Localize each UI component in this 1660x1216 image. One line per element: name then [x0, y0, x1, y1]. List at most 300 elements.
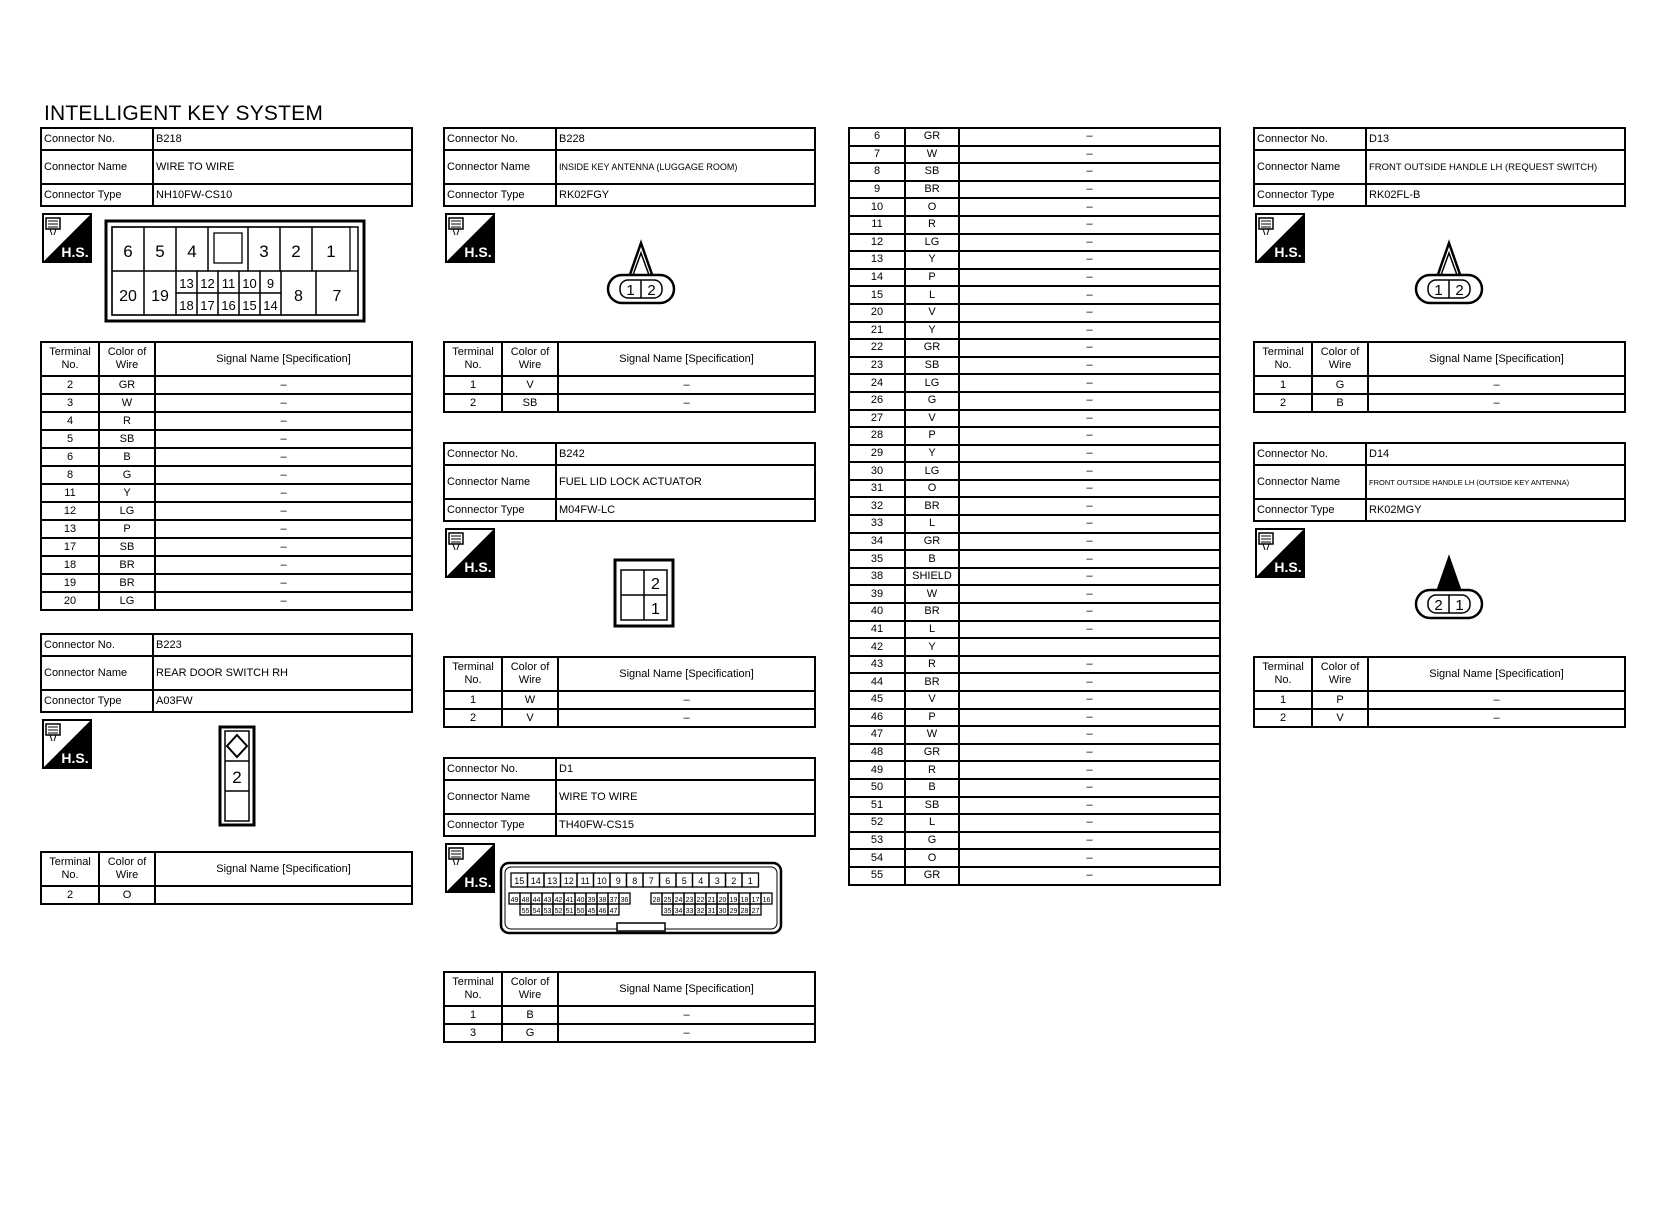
table-row [849, 603, 1220, 621]
d1-pin-label: 7 [648, 876, 654, 886]
table-row [444, 376, 815, 394]
signal-header: Signal Name [Specification] [558, 342, 815, 376]
d1-pin-label: 54 [532, 908, 541, 915]
signal-name-cell: – [558, 394, 815, 412]
table-row [849, 656, 1220, 674]
b242-terminal-table [443, 656, 816, 728]
table-row [849, 198, 1220, 216]
signal-name-cell: – [959, 673, 1220, 691]
terminal-no-cell: 1 [444, 1006, 502, 1024]
wire-color-cell: R [905, 216, 959, 234]
signal-name-cell: – [959, 832, 1220, 850]
connector-no-label: Connector No. [41, 634, 153, 656]
connector-type-label: Connector Type [444, 814, 556, 836]
signal-name-cell: – [959, 656, 1220, 674]
d1-pin-label: 44 [532, 897, 541, 904]
color-header: Color of Wire [99, 342, 155, 376]
signal-name-cell: – [959, 480, 1220, 498]
signal-header: Signal Name [Specification] [155, 342, 412, 376]
d1-pin-label: 2 [731, 876, 737, 886]
connector-b242 [443, 442, 816, 728]
d1-pin-label: 10 [596, 876, 607, 886]
d1-pin-label: 53 [543, 908, 552, 915]
connector-no-value: B223 [153, 634, 412, 656]
b218-pin-label: 7 [332, 288, 342, 305]
wire-color-cell: BR [99, 556, 155, 574]
d1-pin-label: 28 [652, 897, 661, 904]
table-row [849, 814, 1220, 832]
terminal-no-cell: 18 [41, 556, 99, 574]
wire-color-cell: P [905, 427, 959, 445]
color-header: Color of Wire [502, 972, 558, 1006]
d1-pin-label: 14 [530, 876, 541, 886]
table-row [41, 394, 412, 412]
wire-color-cell: BR [99, 574, 155, 592]
terminal-no-cell: 8 [849, 163, 905, 181]
signal-name-cell: – [1368, 691, 1625, 709]
d14-pin-1: 1 [1455, 597, 1464, 614]
table-row [41, 886, 412, 904]
wire-color-cell: O [905, 198, 959, 216]
b218-pin-label: 16 [221, 298, 236, 313]
table-row [849, 163, 1220, 181]
wire-color-cell: L [905, 515, 959, 533]
table-row [849, 304, 1220, 322]
b223-terminal-table [40, 851, 413, 905]
b218-pin-label: 12 [200, 276, 215, 291]
b218-pin-label: 20 [119, 288, 137, 305]
signal-name-cell: – [959, 603, 1220, 621]
b218-pin-label: 5 [155, 242, 165, 261]
signal-name-cell [155, 886, 412, 904]
terminal-no-header: Terminal No. [444, 972, 502, 1006]
connector-type-value: M04FW-LC [556, 499, 815, 521]
signal-name-cell: – [558, 691, 815, 709]
b218-pin-label: 13 [179, 276, 194, 291]
d1-pin-label: 55 [521, 908, 530, 915]
wire-color-cell: P [905, 709, 959, 727]
signal-name-cell: – [155, 574, 412, 592]
table-row [849, 339, 1220, 357]
signal-name-cell: – [155, 484, 412, 502]
d1-pin-label: 11 [580, 876, 590, 886]
signal-name-cell: – [959, 216, 1220, 234]
b218-pin-label: 4 [187, 242, 197, 261]
terminal-no-cell: 2 [1254, 394, 1312, 412]
table-row [41, 448, 412, 466]
signal-name-cell: – [959, 304, 1220, 322]
wire-color-cell: W [905, 585, 959, 603]
signal-name-cell: – [1368, 376, 1625, 394]
connector-no-label: Connector No. [41, 128, 153, 150]
harness-side-icon [445, 528, 495, 578]
signal-name-cell: – [959, 374, 1220, 392]
terminal-no-cell: 31 [849, 480, 905, 498]
wire-color-cell: LG [905, 374, 959, 392]
d1-pin-label: 22 [696, 897, 705, 904]
wire-color-cell: BR [905, 181, 959, 199]
terminal-no-header: Terminal No. [1254, 342, 1312, 376]
signal-name-cell: – [959, 251, 1220, 269]
wire-color-cell: SB [905, 163, 959, 181]
terminal-no-cell: 43 [849, 656, 905, 674]
connector-no-label: Connector No. [444, 443, 556, 465]
d1-pin-label: 16 [762, 897, 771, 904]
d1-pin-label: 30 [718, 908, 727, 915]
terminal-no-cell: 2 [444, 394, 502, 412]
b218-connector-diagram [104, 219, 366, 323]
wire-color-cell: B [502, 1006, 558, 1024]
signal-name-cell: – [959, 585, 1220, 603]
table-row [41, 412, 412, 430]
terminal-no-cell: 5 [41, 430, 99, 448]
table-row [849, 410, 1220, 428]
d1-pin-label: 52 [554, 908, 563, 915]
table-row [849, 832, 1220, 850]
connector-d13 [1253, 127, 1626, 413]
harness-side-icon [42, 719, 92, 769]
table-row [849, 480, 1220, 498]
wire-color-cell: V [1312, 709, 1368, 727]
wire-color-cell: BR [905, 673, 959, 691]
b218-pin-label: 8 [294, 288, 303, 305]
connector-no-value: B228 [556, 128, 815, 150]
signal-name-cell: – [1368, 394, 1625, 412]
table-row [849, 550, 1220, 568]
wire-color-cell: G [1312, 376, 1368, 394]
signal-name-cell: – [959, 286, 1220, 304]
terminal-no-cell: 26 [849, 392, 905, 410]
signal-name-cell: – [959, 462, 1220, 480]
connector-type-label: Connector Type [41, 184, 153, 206]
table-row [849, 568, 1220, 586]
b218-pin-label: 17 [200, 298, 215, 313]
table-row [849, 691, 1220, 709]
b218-pin-label: 18 [179, 298, 194, 313]
wire-color-cell: GR [99, 376, 155, 394]
b242-pin-1: 1 [651, 601, 660, 618]
terminal-no-cell: 51 [849, 797, 905, 815]
signal-name-cell: – [959, 269, 1220, 287]
connector-b218 [40, 127, 413, 611]
terminal-no-cell: 47 [849, 726, 905, 744]
terminal-no-cell: 11 [41, 484, 99, 502]
signal-name-cell: – [155, 538, 412, 556]
connector-name-label: Connector Name [41, 150, 153, 184]
d1-pin-label: 3 [714, 876, 720, 886]
wire-color-cell: LG [905, 462, 959, 480]
d1-pin-label: 12 [563, 876, 574, 886]
table-row [849, 181, 1220, 199]
wire-color-cell: SB [502, 394, 558, 412]
d13-terminal-table [1253, 341, 1626, 413]
wire-color-cell: W [99, 394, 155, 412]
connector-d1 [443, 757, 816, 1043]
harness-side-icon [445, 843, 495, 893]
terminal-no-cell: 9 [849, 181, 905, 199]
connector-d14 [1253, 442, 1626, 728]
table-row [41, 502, 412, 520]
connector-name-value: WIRE TO WIRE [153, 150, 412, 184]
b218-pin-label: 10 [242, 276, 257, 291]
connector-name-value: FUEL LID LOCK ACTUATOR [556, 465, 815, 499]
connector-type-value: TH40FW-CS15 [556, 814, 815, 836]
terminal-no-cell: 17 [41, 538, 99, 556]
wire-color-cell: W [905, 726, 959, 744]
signal-name-cell: – [959, 779, 1220, 797]
table-row [444, 1024, 815, 1042]
connector-name-label: Connector Name [444, 150, 556, 184]
signal-name-cell: – [959, 445, 1220, 463]
color-header: Color of Wire [99, 852, 155, 886]
d1-pin-label: 21 [707, 897, 716, 904]
d1-pin-label: 51 [565, 908, 574, 915]
table-row [41, 484, 412, 502]
wire-color-cell: GR [905, 128, 959, 146]
wire-color-cell: Y [99, 484, 155, 502]
d13-connector-diagram [1413, 239, 1485, 305]
signal-header: Signal Name [Specification] [558, 657, 815, 691]
connector-no-value: D14 [1366, 443, 1625, 465]
d13-pin-1: 1 [1434, 282, 1443, 299]
wire-color-cell: L [905, 621, 959, 639]
d1-pin-label: 4 [698, 876, 704, 886]
wire-color-cell: Y [905, 322, 959, 340]
d1-pin-label: 23 [685, 897, 694, 904]
table-row [41, 466, 412, 484]
wire-color-cell: V [502, 376, 558, 394]
d1-pin-label: 25 [663, 897, 672, 904]
b218-pin-label: 15 [242, 298, 257, 313]
page-title: INTELLIGENT KEY SYSTEM [44, 102, 324, 125]
table-row [444, 691, 815, 709]
terminal-no-cell: 19 [41, 574, 99, 592]
signal-name-cell: – [959, 410, 1220, 428]
table-row [849, 234, 1220, 252]
wire-color-cell: BR [905, 603, 959, 621]
table-row [849, 497, 1220, 515]
signal-name-cell: – [959, 515, 1220, 533]
table-row [41, 538, 412, 556]
signal-name-cell: – [1368, 709, 1625, 727]
table-row [849, 445, 1220, 463]
signal-name-cell: – [959, 181, 1220, 199]
d1-pin-label: 46 [598, 908, 607, 915]
terminal-no-cell: 34 [849, 533, 905, 551]
signal-name-cell: – [959, 497, 1220, 515]
table-row [41, 592, 412, 610]
connector-no-label: Connector No. [1254, 443, 1366, 465]
table-row [849, 322, 1220, 340]
d1-pin-label: 49 [510, 897, 519, 904]
connector-no-label: Connector No. [444, 128, 556, 150]
d1-pin-label: 34 [674, 908, 683, 915]
signal-name-cell: – [959, 146, 1220, 164]
wire-color-cell: GR [905, 867, 959, 885]
d1-pin-label: 13 [547, 876, 558, 886]
b223-connector-diagram [218, 725, 256, 827]
connector-type-label: Connector Type [1254, 184, 1366, 206]
terminal-no-cell: 1 [444, 691, 502, 709]
table-row [849, 638, 1220, 656]
d1-pin-label: 9 [615, 876, 621, 886]
table-row [849, 585, 1220, 603]
d1-pin-label: 19 [729, 897, 738, 904]
signal-name-cell: – [155, 430, 412, 448]
wire-color-cell: BR [905, 497, 959, 515]
signal-name-cell: – [959, 691, 1220, 709]
wire-color-cell: V [905, 691, 959, 709]
signal-name-cell: – [155, 520, 412, 538]
connector-no-value: B218 [153, 128, 412, 150]
terminal-no-cell: 44 [849, 673, 905, 691]
table-row [849, 797, 1220, 815]
terminal-no-cell: 49 [849, 761, 905, 779]
b242-pin-2: 2 [651, 576, 660, 593]
svg-text:H.S.: H.S. [1274, 244, 1302, 260]
wire-color-cell: R [905, 761, 959, 779]
signal-name-cell: – [558, 1006, 815, 1024]
d1-pin-label: 43 [543, 897, 552, 904]
b218-terminal-table [40, 341, 413, 611]
b218-pin-label: 19 [151, 288, 169, 305]
terminal-no-cell: 45 [849, 691, 905, 709]
terminal-no-cell: 28 [849, 427, 905, 445]
connector-type-label: Connector Type [444, 499, 556, 521]
b218-pin-label: 14 [263, 298, 278, 313]
d1-terminal-table [443, 971, 816, 1043]
connector-type-value: RK02MGY [1366, 499, 1625, 521]
terminal-no-cell: 35 [849, 550, 905, 568]
table-row [849, 761, 1220, 779]
signal-name-cell: – [155, 556, 412, 574]
b218-pin-label: 2 [291, 242, 301, 261]
terminal-no-header: Terminal No. [41, 852, 99, 886]
terminal-no-cell: 2 [41, 886, 99, 904]
terminal-no-cell: 20 [849, 304, 905, 322]
wire-color-cell: P [905, 269, 959, 287]
table-row [849, 427, 1220, 445]
svg-text:H.S.: H.S. [464, 874, 492, 890]
signal-name-cell: – [959, 709, 1220, 727]
table-row [1254, 394, 1625, 412]
terminal-no-cell: 3 [41, 394, 99, 412]
wire-color-cell: SB [905, 357, 959, 375]
terminal-no-cell: 12 [849, 234, 905, 252]
svg-text:H.S.: H.S. [1274, 559, 1302, 575]
svg-text:H.S.: H.S. [61, 750, 89, 766]
d1-pin-label: 17 [751, 897, 760, 904]
signal-name-cell: – [959, 621, 1220, 639]
connector-name-value: WIRE TO WIRE [556, 780, 815, 814]
signal-name-cell: – [959, 867, 1220, 885]
table-row [849, 357, 1220, 375]
wire-color-cell: G [502, 1024, 558, 1042]
signal-name-cell: – [155, 394, 412, 412]
b228-terminal-table [443, 341, 816, 413]
terminal-no-cell: 15 [849, 286, 905, 304]
d1-pin-label: 31 [707, 908, 716, 915]
harness-side-icon [445, 213, 495, 263]
terminal-no-cell: 23 [849, 357, 905, 375]
signal-name-cell: – [959, 726, 1220, 744]
signal-name-cell: – [959, 322, 1220, 340]
connector-name-label: Connector Name [444, 465, 556, 499]
terminal-no-cell: 13 [41, 520, 99, 538]
signal-name-cell: – [558, 376, 815, 394]
terminal-no-cell: 32 [849, 497, 905, 515]
wire-color-cell: B [905, 779, 959, 797]
table-row [849, 867, 1220, 885]
terminal-no-cell: 55 [849, 867, 905, 885]
d1-pin-label: 37 [609, 897, 618, 904]
table-row [849, 779, 1220, 797]
connector-type-label: Connector Type [41, 690, 153, 712]
table-row [1254, 709, 1625, 727]
terminal-no-cell: 29 [849, 445, 905, 463]
table-row [41, 574, 412, 592]
wire-color-cell: G [905, 832, 959, 850]
connector-name-value: INSIDE KEY ANTENNA (LUGGAGE ROOM) [556, 150, 815, 184]
signal-header: Signal Name [Specification] [558, 972, 815, 1006]
d13-pin-2: 2 [1455, 282, 1464, 299]
d14-pin-2: 2 [1434, 597, 1443, 614]
b218-pin-label: 6 [123, 242, 133, 261]
signal-name-cell: – [959, 849, 1220, 867]
wire-color-cell: GR [905, 339, 959, 357]
connector-no-value: D1 [556, 758, 815, 780]
wire-color-cell: SB [905, 797, 959, 815]
connector-type-value: NH10FW-CS10 [153, 184, 412, 206]
wire-color-cell: G [99, 466, 155, 484]
b228-pin-2: 2 [647, 282, 656, 299]
svg-text:H.S.: H.S. [464, 559, 492, 575]
table-row [849, 269, 1220, 287]
table-row [444, 709, 815, 727]
color-header: Color of Wire [1312, 657, 1368, 691]
terminal-no-cell: 4 [41, 412, 99, 430]
d14-connector-diagram [1413, 554, 1485, 620]
wire-color-cell: W [502, 691, 558, 709]
signal-name-cell: – [959, 427, 1220, 445]
terminal-no-cell: 1 [1254, 691, 1312, 709]
signal-name-cell: – [558, 1024, 815, 1042]
table-row [849, 462, 1220, 480]
b228-connector-diagram [605, 239, 677, 305]
harness-side-icon [1255, 213, 1305, 263]
d1-pin-label: 48 [521, 897, 530, 904]
wire-color-cell: P [99, 520, 155, 538]
table-row [849, 673, 1220, 691]
terminal-no-cell: 39 [849, 585, 905, 603]
b218-pin-label: 9 [266, 276, 275, 291]
terminal-no-header: Terminal No. [41, 342, 99, 376]
table-row [1254, 691, 1625, 709]
wire-color-cell: R [905, 656, 959, 674]
terminal-no-cell: 22 [849, 339, 905, 357]
d1-pin-label: 45 [587, 908, 596, 915]
wire-color-cell: Y [905, 445, 959, 463]
wire-color-cell: L [905, 814, 959, 832]
terminal-no-cell: 50 [849, 779, 905, 797]
signal-name-cell: – [959, 163, 1220, 181]
wire-color-cell: O [905, 480, 959, 498]
table-row [849, 849, 1220, 867]
terminal-no-cell: 1 [444, 376, 502, 394]
color-header: Color of Wire [502, 342, 558, 376]
table-row [1254, 376, 1625, 394]
d1-pin-label: 5 [681, 876, 687, 886]
